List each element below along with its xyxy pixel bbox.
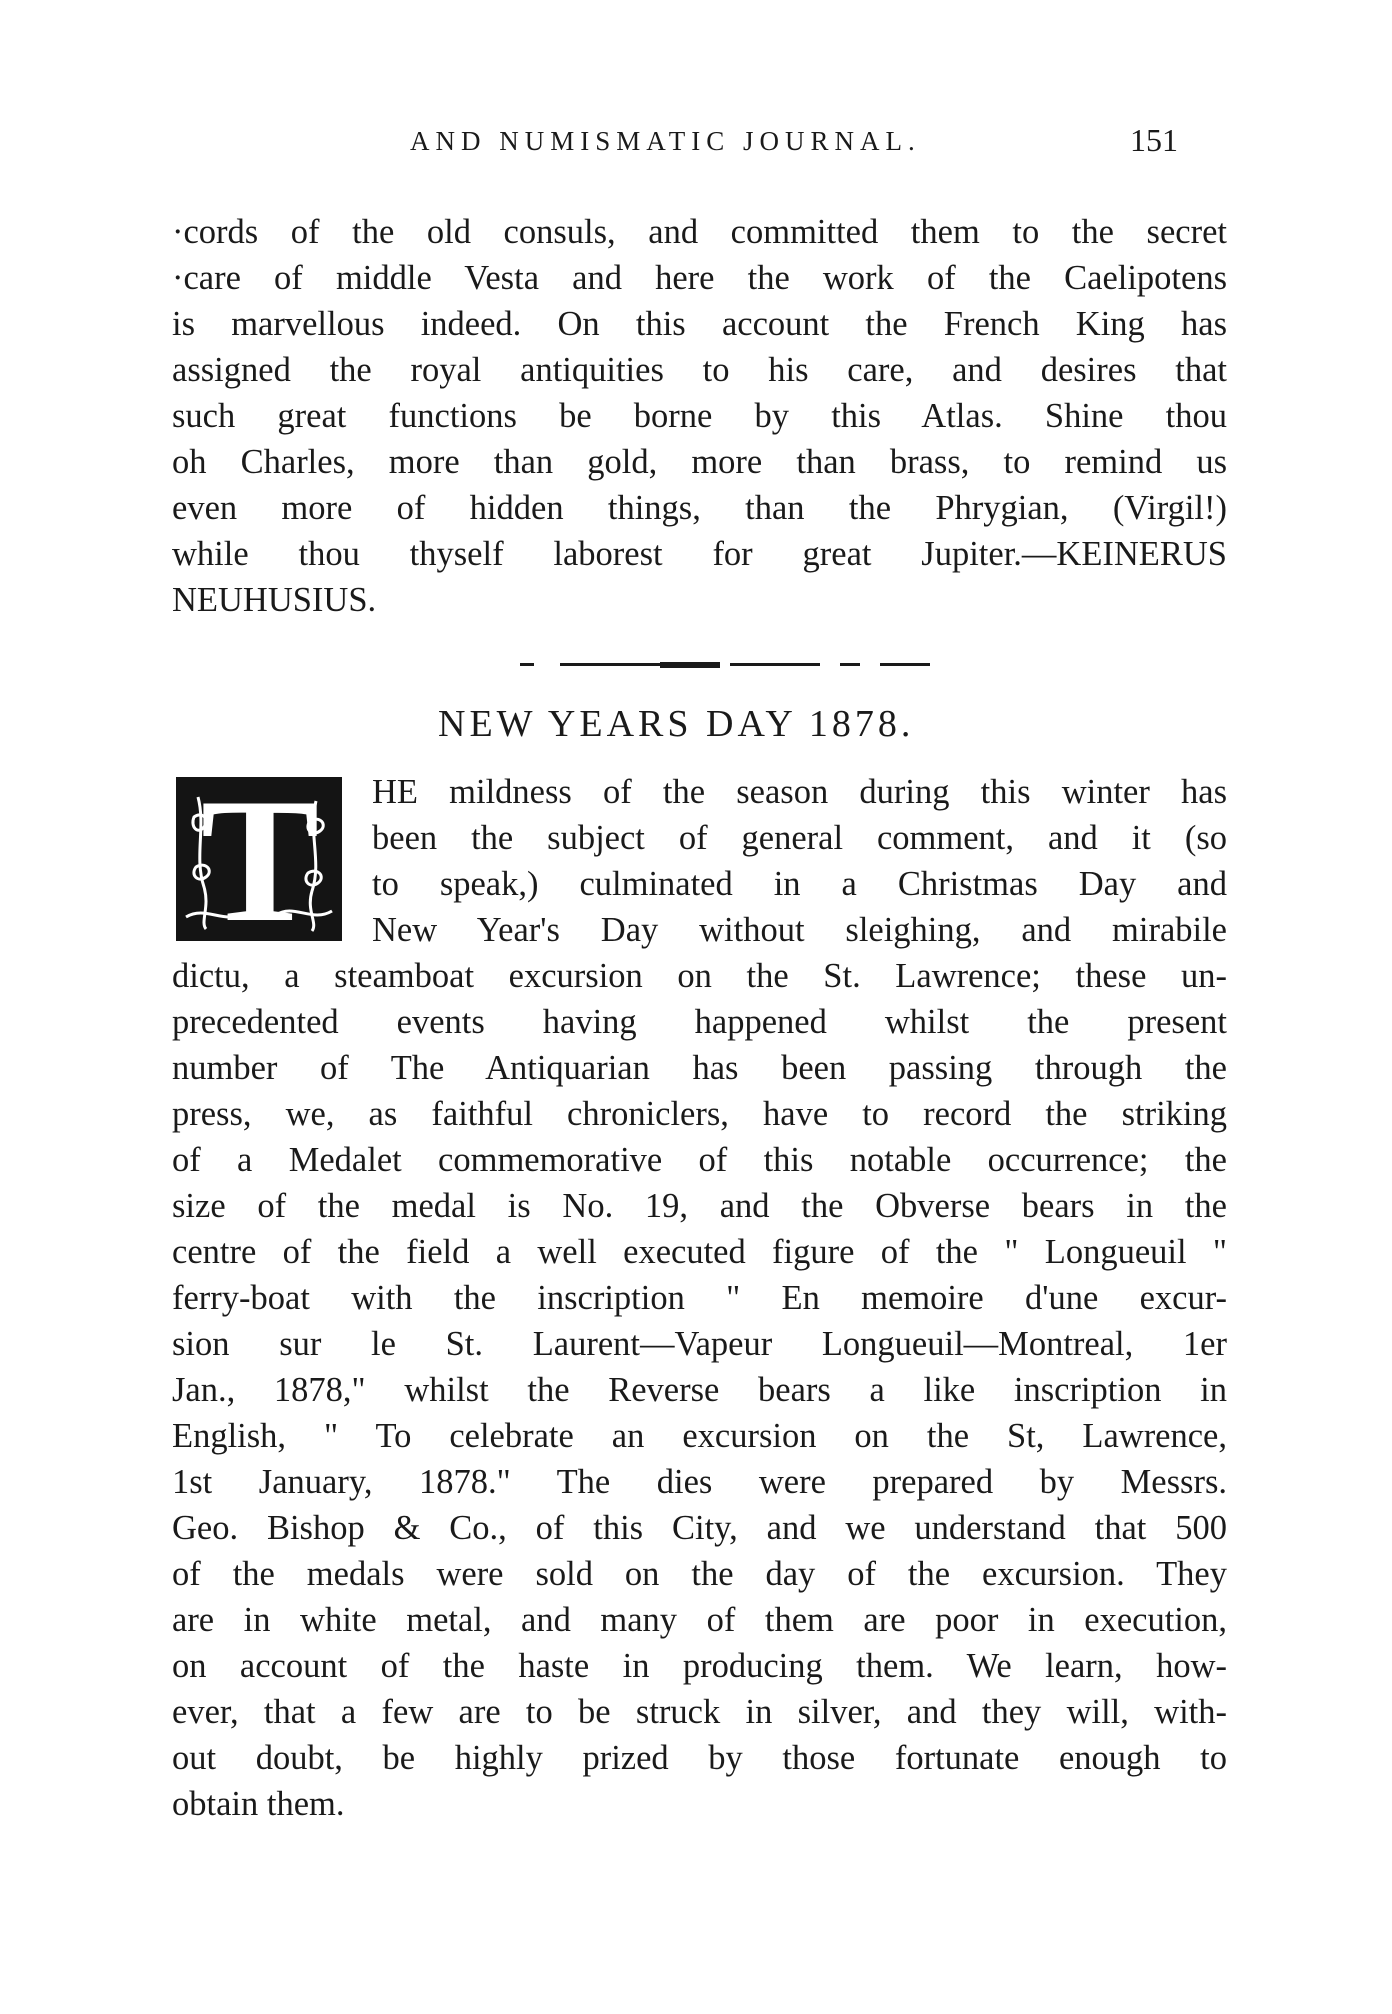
text-line: English, " To celebrate an excursion on the St, Lawrence, <box>172 1417 1227 1455</box>
text-line: number of The Antiquarian has been passing through the <box>172 1049 1227 1087</box>
text-line: obtain them. <box>172 1785 345 1823</box>
text-line: ever, that a few are to be struck in silver, and they will, with- <box>172 1693 1227 1731</box>
article-title: NEW YEARS DAY 1878. <box>438 703 915 745</box>
text-line: New Year's Day without sleighing, and mirabile <box>372 911 1227 949</box>
text-line: oh Charles, more than gold, more than brass, to remind us <box>172 443 1227 481</box>
text-line: sion sur le St. Laurent—Vapeur Longueuil—Montreal, 1er <box>172 1325 1227 1363</box>
dropcap-letter: T <box>200 761 320 959</box>
text-line: of a Medalet commemorative of this notable occurrence; the <box>172 1141 1227 1179</box>
running-head: AND NUMISMATIC JOURNAL. <box>410 126 921 156</box>
page-number: 151 <box>1130 122 1178 158</box>
text-line: centre of the field a well executed figure of the " Longueuil " <box>172 1233 1227 1271</box>
text-line: assigned the royal antiquities to his care, and desires that <box>172 351 1227 389</box>
section-divider <box>520 663 940 666</box>
text-line: Geo. Bishop & Co., of this City, and we understand that 500 <box>172 1509 1227 1547</box>
text-line: dictu, a steamboat excursion on the St. Lawrence; these un- <box>172 957 1227 995</box>
text-line: Jan., 1878," whilst the Reverse bears a like inscription in <box>172 1371 1227 1409</box>
text-line: ·care of middle Vesta and here the work of the Caelipotens <box>172 259 1227 297</box>
text-line: such great functions be borne by this Atlas. Shine thou <box>172 397 1227 435</box>
text-line: are in white metal, and many of them are poor in execution, <box>172 1601 1227 1639</box>
text-line: NEUHUSIUS. <box>172 581 377 619</box>
text-line: out doubt, be highly prized by those fortunate enough to <box>172 1739 1227 1777</box>
text-line: precedented events having happened whilst the present <box>172 1003 1227 1041</box>
text-line: been the subject of general comment, and it (so <box>372 819 1227 857</box>
text-line: to speak,) culminated in a Christmas Day and <box>372 865 1227 903</box>
text-line: is marvellous indeed. On this account the French King has <box>172 305 1227 343</box>
text-line: even more of hidden things, than the Phrygian, (Virgil!) <box>172 489 1227 527</box>
text-line: HE mildness of the season during this winter has <box>372 773 1227 811</box>
text-line: of the medals were sold on the day of the excursion. They <box>172 1555 1227 1593</box>
text-line: press, we, as faithful chroniclers, have to record the striking <box>172 1095 1227 1133</box>
text-line: on account of the haste in producing them. We learn, how- <box>172 1647 1227 1685</box>
text-line: size of the medal is No. 19, and the Obverse bears in the <box>172 1187 1227 1225</box>
dropcap-ornament <box>176 761 342 959</box>
text-line: ·cords of the old consuls, and committed them to the secret <box>172 213 1227 251</box>
text-line: ferry-boat with the inscription " En memoire d'une excur- <box>172 1279 1227 1317</box>
text-line: while thou thyself laborest for great Jupiter.—KEINERUS <box>172 535 1227 573</box>
text-line: 1st January, 1878." The dies were prepared by Messrs. <box>172 1463 1227 1501</box>
